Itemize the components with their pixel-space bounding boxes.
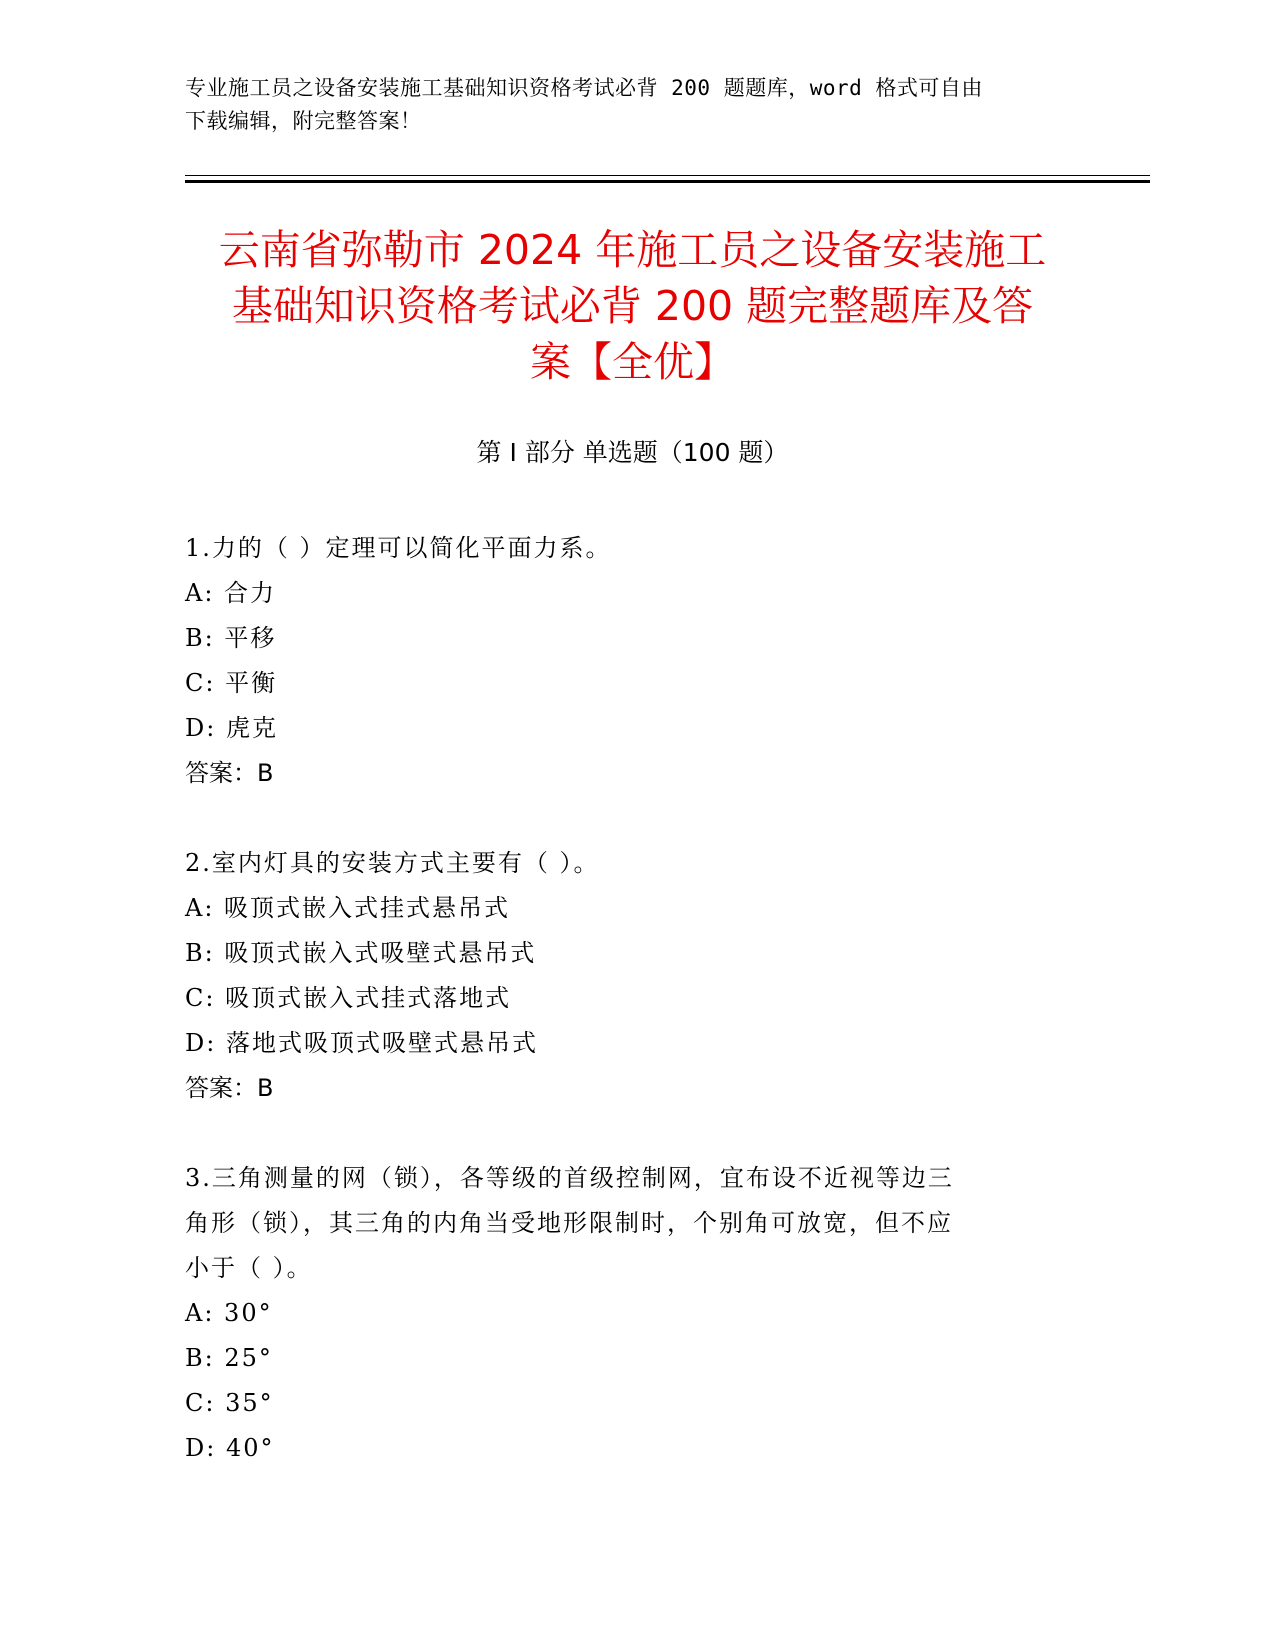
option-b: B: 平移 [185, 624, 277, 652]
header-note-line-2: 下载编辑，附完整答案！ [185, 109, 422, 133]
header-divider-thin [185, 175, 1150, 176]
question-1 [185, 526, 1085, 796]
option-c: C: 35° [185, 1389, 274, 1417]
option-d: D: 落地式吸顶式吸壁式悬吊式 [185, 1029, 538, 1057]
option-b: B: 25° [185, 1344, 273, 1372]
option-a: A: 合力 [185, 579, 277, 607]
header-divider-thick [185, 180, 1150, 183]
option-c: C: 平衡 [185, 669, 278, 697]
option-a: A: 30° [185, 1299, 273, 1327]
question-3 [185, 1156, 1085, 1471]
header-note-line-1: 专业施工员之设备安装施工基础知识资格考试必背 200 题题库，word 格式可自由 [185, 76, 983, 100]
question-stem: 2.室内灯具的安装方式主要有（ ）。 [185, 849, 600, 877]
section-heading: 第 I 部分 单选题（100 题） [476, 438, 789, 467]
option-d: D: 虎克 [185, 714, 278, 742]
question-2 [185, 841, 1085, 1111]
question-stem: 1.力的（ ）定理可以简化平面力系。 [185, 534, 612, 562]
answer: 答案：B [185, 1074, 274, 1102]
answer: 答案：B [185, 759, 274, 787]
question-stem-line-3: 小于（ ）。 [185, 1254, 313, 1282]
option-b: B: 吸顶式嵌入式吸壁式悬吊式 [185, 939, 537, 967]
document-title-line-1: 云南省弥勒市 2024 年施工员之设备安装施工 [218, 226, 1047, 274]
header-note [185, 72, 1085, 138]
document-title-line-3: 案【全优】 [530, 338, 735, 386]
option-c: C: 吸顶式嵌入式挂式落地式 [185, 984, 512, 1012]
question-list [185, 526, 1085, 1516]
document-title [185, 222, 1080, 390]
option-d: D: 40° [185, 1434, 275, 1462]
question-stem-line-2: 角形（锁），其三角的内角当受地形限制时，个别角可放宽，但不应 [185, 1209, 953, 1237]
option-a: A: 吸顶式嵌入式挂式悬吊式 [185, 894, 511, 922]
question-stem-line-1: 3.三角测量的网（锁），各等级的首级控制网，宜布设不近视等边三 [185, 1164, 954, 1192]
document-title-line-2: 基础知识资格考试必背 200 题完整题库及答 [231, 282, 1034, 330]
